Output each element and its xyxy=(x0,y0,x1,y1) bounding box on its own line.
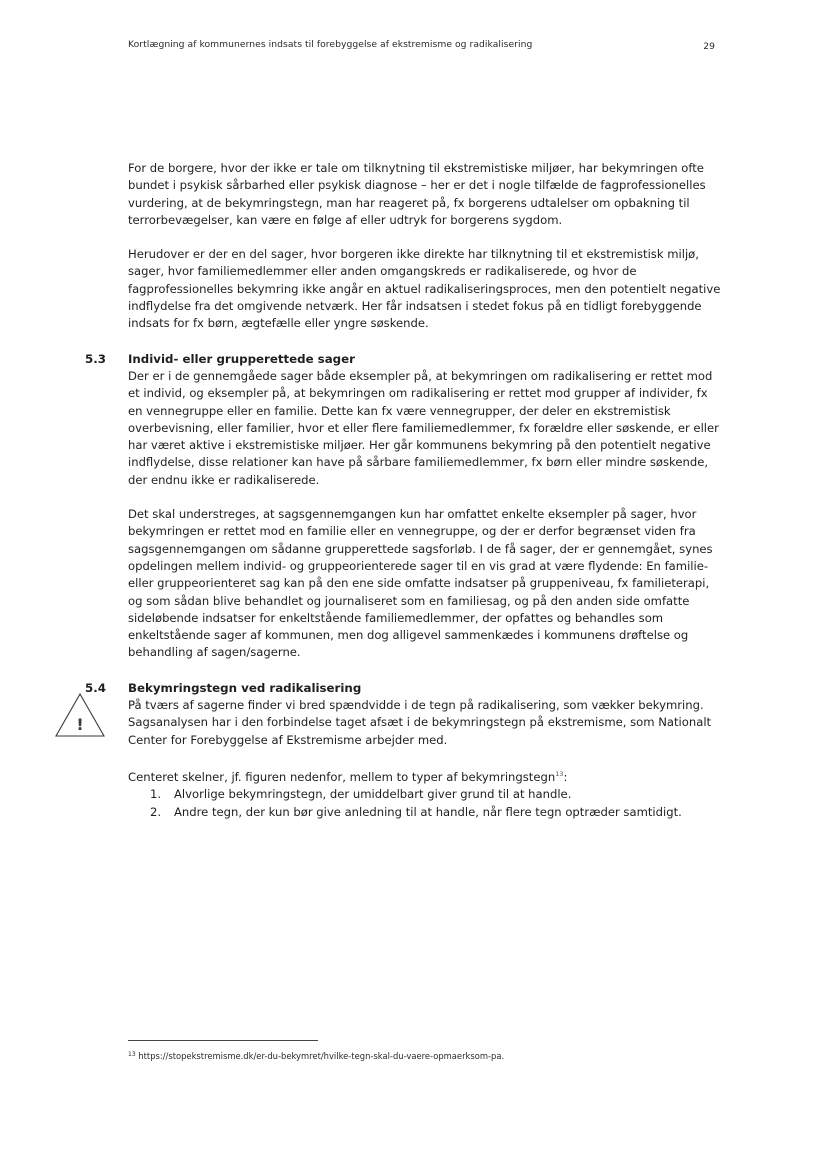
document-title: Kortlægning af kommunernes indsats til forebyggelse af ekstremisme og radikalisering xyxy=(128,39,533,50)
list-item xyxy=(128,786,724,803)
warning-mark: ! xyxy=(76,715,84,734)
warning-triangle-icon xyxy=(54,691,106,738)
footnote-separator xyxy=(128,1040,318,1041)
list-item-text: Alvorlige bekymringstegn, der umiddelbart giver grund til at handle. xyxy=(174,787,572,802)
list-item xyxy=(128,804,724,821)
footnote xyxy=(128,1051,728,1061)
section-heading: Individ- eller grupperettede sager xyxy=(128,351,355,366)
section-number: 5.4 xyxy=(85,680,106,695)
section-heading: Bekymringstegn ved radikalisering xyxy=(128,680,362,695)
page-number: 29 xyxy=(703,41,715,52)
paragraph-psychological-vulnerability: For de borgere, hvor der ikke er tale om tilknytning til ekstremistiske miljøer, har bekymringen ofte bundet i psykisk sårbarhed eller psykisk diagnose – her er det i nogle tilfælde de fagprofessionelles vurdering, at de bekymringstegn, man har reageret på, fx borgerens udtalelser om opbakning til terrorbevægelser, kan være en følge af eller udtryk for borgerens sygdom. xyxy=(128,161,706,227)
list-item-text: Andre tegn, der kun bør give anledning til at handle, når flere tegn optræder samtidigt. xyxy=(174,804,682,819)
warning-signs-list xyxy=(128,786,724,821)
section-paragraph: Centeret skelner, jf. figuren nedenfor, mellem to typer af bekymringstegn$^{13}$: xyxy=(128,769,568,784)
page-body xyxy=(85,160,724,821)
list-number: 1. xyxy=(150,787,162,802)
footnote-reference: 13 xyxy=(555,769,564,778)
section-paragraph: Det skal understreges, at sagsgennemgangen kun har omfattet enkelte eksempler på sager, hvor bekymringen er rettet mod en familie eller en vennegruppe, og der er derfor begrænset viden fra sagsgennemgangen om sådanne grupperettede sagsforløb. I de få sager, der er gennemgået, synes opdelingen mellem individ- og gruppeorienterede sager til en vis grad at være flydende: En familie- eller gruppeorienteret sag kan på den ene side omfatte indsatser på gruppeniveau, fx familieterapi, og som sådan blive behandlet og journaliseret som en familiesag, og på den anden side omfatte sideløbende indsatser for enkeltstående familiemedlemmer, der opfattes og behandles som enkeltstående sager af kommunen, men dog alligevel sammenkædes i kommunens drøftelse og behandling af sagen/sagerne. xyxy=(128,507,713,660)
running-header xyxy=(128,39,728,53)
section-paragraph: På tværs af sagerne finder vi bred spændvidde i de tegn på radikalisering, som vækker bekymring. Sagsanalysen har i den forbindelse taget afsæt i de bekymringstegn på ekstremisme, som Nationalt Center for Forebyggelse af Ekstremisme arbejder med. xyxy=(128,698,712,747)
section-5-4 xyxy=(85,680,724,821)
section-5-3 xyxy=(85,351,724,662)
section-number: 5.3 xyxy=(85,351,106,366)
paragraph-network-influence: Herudover er der en del sager, hvor borgeren ikke direkte har tilknytning til et ekstremistisk miljø, sager, hvor familiemedlemmer eller anden omgangskreds er radikaliserede, og hvor de fagprofessionelles bekymring ikke angår en aktuel radikaliseringsproces, men den potentielt negative indflydelse fra det omgivende netværk. Her får indsatsen i stedet fokus på en tidligt forebyggende indsats for fx børn, ægtefælle eller yngre søskende. xyxy=(128,247,721,331)
footnote-number: 13 xyxy=(128,1051,136,1058)
footnote-link[interactable]: https://stopekstremisme.dk/er-du-bekymret/hvilke-tegn-skal-du-vaere-opmaerksom-pa. xyxy=(138,1051,505,1061)
section-paragraph: Der er i de gennemgåede sager både eksempler på, at bekymringen om radikalisering er rettet mod et individ, og eksempler på, at bekymringen om radikalisering er rettet mod grupper af individer, fx en vennegruppe eller en familie. Dette kan fx være vennegrupper, der deler en ekstremistisk overbevisning, eller familier, hvor et eller flere familiemedlemmer, fx forældre eller søskende, er eller har været aktive i ekstremistiske miljøer. Her går kommunens bekymring på den potentielt negative indflydelse, disse relationer kan have på sårbare familiemedlemmer, fx børn eller mindre søskende, der endnu ikke er radikaliserede. xyxy=(128,368,719,487)
list-number: 2. xyxy=(150,804,162,819)
